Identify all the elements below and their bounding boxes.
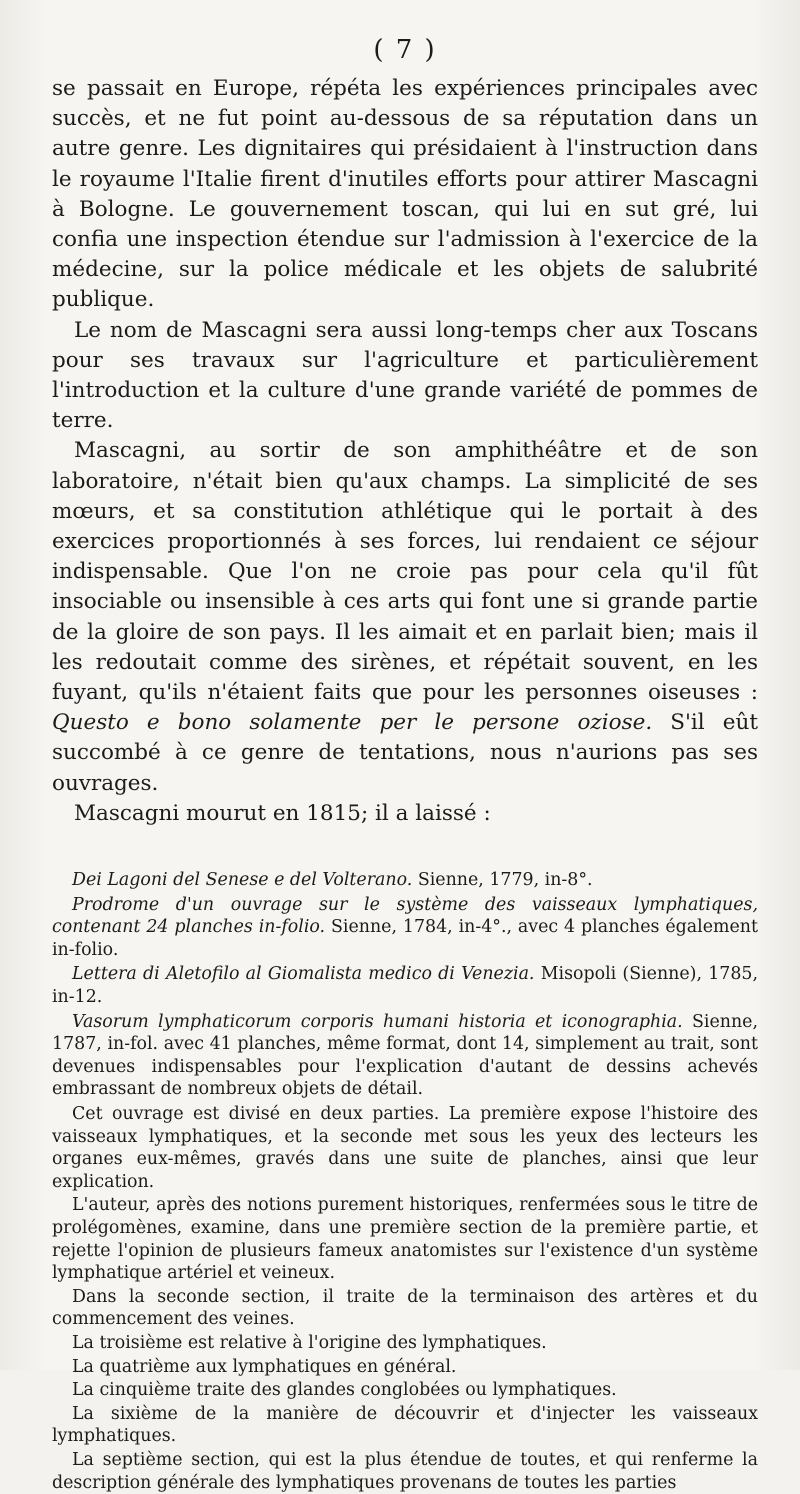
bibliography-entry bbox=[52, 894, 758, 962]
description-paragraph: La cinquième traite des glandes conglobées ou lymphatiques. bbox=[72, 1380, 617, 1401]
paragraph-character bbox=[52, 436, 758, 798]
work-details: Sienne, 1779, in-8°. bbox=[417, 870, 593, 891]
paragraph-character-text: Mascagni, au sortir de son amphithéâtre et de son laboratoire, n'était bien qu'aux champs. La simplicité de ses mœurs, et sa constitution athlétique qui le portait à des exercices proportionnés à ses forces, lui rendaient ce séjour indispensable. Que l'on ne croie pas pour cela qu'il fût insociable ou insensible à ces arts qui font une si grande partie de la gloire de son pays. Il les aimait et en parlait bien; mais il les redoutait comme des sirènes, et répétait souvent, en les fuyant, qu'ils n'étaient faits que pour les personnes oiseuses : bbox=[52, 438, 758, 706]
italian-quote: Questo e bono solamente per le persone oziose. bbox=[52, 710, 653, 736]
paragraph-appointment: se passait en Europe, répéta les expériences principales avec succès, et ne fut point au-dessous de sa réputation dans un autre genre. Les dignitaires qui présidaient à l'instruction dans le royaume l'Italie firent d'inutiles efforts pour attirer Mascagni à Bologne. Le gouvernement toscan, qui lui en sut gré, lui confia une inspection étendue sur l'admission à l'exercice de la médecine, sur la police médicale et les objets de salubrité publique. bbox=[52, 76, 758, 313]
page-number: ( 7 ) bbox=[373, 35, 437, 65]
description-paragraph: La quatrième aux lymphatiques en général. bbox=[72, 1356, 457, 1377]
work-details: Sienne, 1787, in-fol. avec 41 planches, même format, dont 14, simplement au trait, sont devenues indispensables pour l'explication d'autant de dessins achevés embrassant de nombreux objets de détail. bbox=[52, 1011, 758, 1100]
bibliography-entry bbox=[52, 869, 758, 892]
description-paragraph: Cet ouvrage est divisé en deux parties. La première expose l'histoire des vaisseaux lymphatiques, et la seconde met sous les yeux des lecteurs les organes eux-mêmes, gravés dans une suite de planches, ainsi que leur explication. bbox=[52, 1104, 758, 1192]
main-text bbox=[52, 74, 758, 829]
work-details: Misopoli (Sienne), 1785, in-12. bbox=[52, 964, 758, 1008]
bibliography bbox=[52, 869, 758, 1494]
work-title: Lettera di Aletofilo al Giomalista medico di Venezia. bbox=[72, 964, 535, 985]
bibliography-entry bbox=[52, 963, 758, 1008]
work-details: Sienne, 1784, in-4°., avec 4 planches également in-folio. bbox=[52, 917, 758, 960]
description-paragraph: La sixième de la manière de découvrir et d'injecter les vaisseaux lymphatiques. bbox=[52, 1403, 758, 1447]
paragraph-agriculture: Le nom de Mascagni sera aussi long-temps cher aux Toscans pour ses travaux sur l'agriculture et particulièrement l'introduction et la culture d'une grande variété de pommes de terre. bbox=[52, 317, 758, 434]
work-title: Vasorum lymphaticorum corporis humani historia et iconographia. bbox=[72, 1011, 683, 1032]
work-title: Dei Lagoni del Senese e del Volterano. bbox=[72, 870, 413, 891]
work-title: Prodrome d'un ouvrage sur le système des vaisseaux lymphatiques, contenant 24 planches in-folio. bbox=[52, 894, 758, 938]
description-paragraph: La troisième est relative à l'origine des lymphatiques. bbox=[72, 1332, 547, 1353]
paragraph-death: Mascagni mourut en 1815; il a laissé : bbox=[74, 800, 491, 826]
paragraph-character-end: S'il eût succombé à ce genre de tentations, nous n'aurions pas ses ouvrages. bbox=[52, 710, 759, 796]
description-paragraph: L'auteur, après des notions purement historiques, renfermées sous le titre de prolégomènes, examine, dans une première section de la première partie, et rejette l'opinion de plusieurs fameux anatomistes sur l'existence d'un système lymphatique artériel et veineux. bbox=[52, 1195, 758, 1284]
description-paragraph: Dans la seconde section, il traite de la terminaison des artères et du commencement des veines. bbox=[52, 1286, 758, 1330]
description-paragraph: La septième section, qui est la plus étendue de toutes, et qui renferme la description générale des lymphatiques provenans de toutes les parties bbox=[52, 1449, 758, 1493]
bibliography-entry bbox=[52, 1011, 758, 1101]
